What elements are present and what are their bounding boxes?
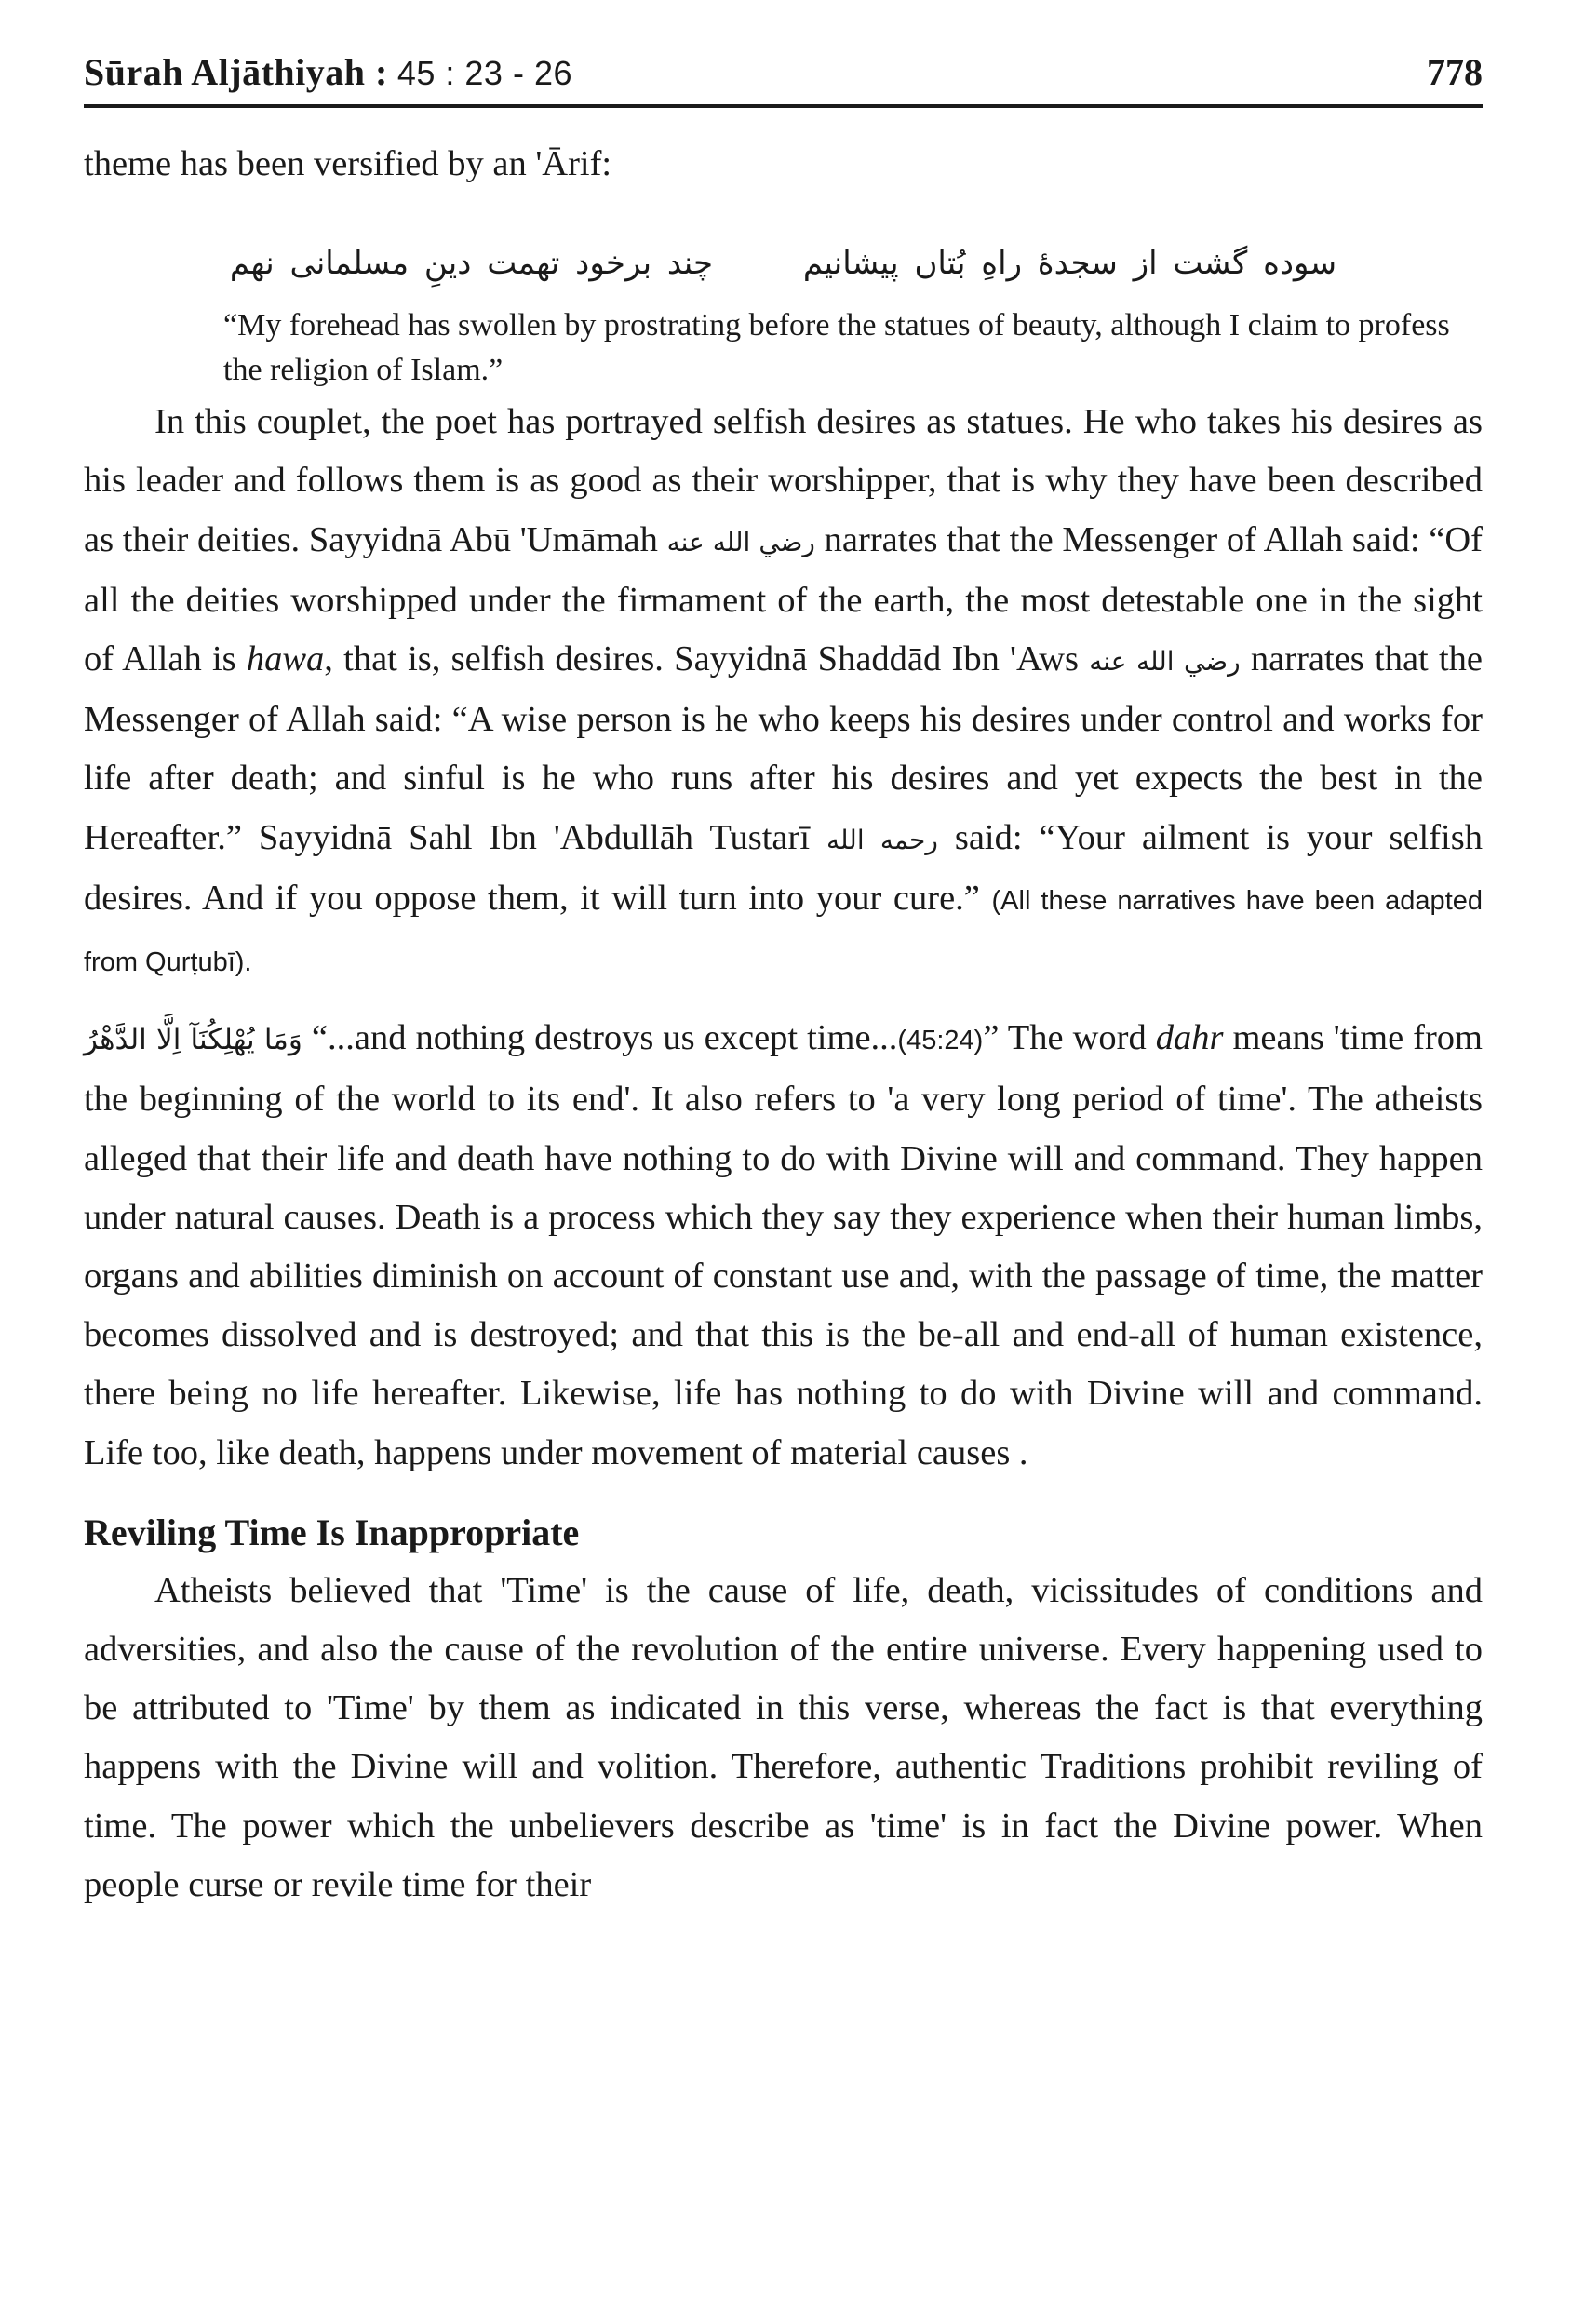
source-citation: (All these narratives have been adapted from Qurṭubī). xyxy=(84,885,1484,978)
text-run: narrates that the Messenger of Allah said: “Of all the deities worshipped under the firmament of the earth, the most detestable one in the sight of Allah is xyxy=(84,519,1483,679)
arabic-verse: وَمَا يُهْلِكُنَآ اِلَّا الدَّهْرُ xyxy=(84,1023,302,1057)
surah-name: Sūrah Aljāthiyah : xyxy=(84,51,388,93)
couplet-second-half: چند برخود تهمت دینِ مسلمانی نهم xyxy=(229,245,714,283)
text-run: “...and nothing destroys us except time... xyxy=(302,1018,898,1058)
intro-line: theme has been versified by an 'Ārif: xyxy=(84,144,612,183)
section-heading: Reviling Time Is Inappropriate xyxy=(84,1511,580,1553)
paragraph-gap xyxy=(84,992,1483,1009)
text-run: , that is, selfish desires. Sayyidnā Shaddād Ibn 'Aws xyxy=(324,639,1090,679)
verse-citation: (45:24) xyxy=(897,1026,984,1056)
header-title xyxy=(84,50,572,94)
term-dahr: dahr xyxy=(1155,1018,1224,1058)
paragraph-dahr xyxy=(84,1009,1483,1483)
honorific-glyph: رضي الله عنه xyxy=(666,526,815,557)
paragraph-couplet-explanation xyxy=(84,393,1483,992)
text-run: In this couplet, the poet has portrayed selfish desires as statues. He who takes his desires as his leader and follows them is as good as their worshipper, that is why they have been described as their deities. Sayyidnā Abū 'Umāmah xyxy=(84,402,1483,559)
honorific-glyph: رحمه الله xyxy=(826,824,938,855)
page-number: 778 xyxy=(1427,51,1483,93)
term-hawa: hawa xyxy=(246,639,325,679)
text-run: narrates that the Messenger of Allah said: “A wise person is he who keeps his desires under control and works for life after death; and sinful is he who runs after his desires and yet expects the best in the Hereafter.” Sayyidnā Sahl Ibn 'Abdullāh Tustarī xyxy=(84,639,1483,857)
honorific-glyph: رضي الله عنه xyxy=(1089,646,1241,678)
running-header xyxy=(84,37,1483,108)
couplet-first-half: سوده گشت از سجدهٔ راهِ بُتاں پیشانیم xyxy=(802,245,1337,283)
text-run: ” The word xyxy=(983,1018,1156,1058)
section-paragraph: Atheists believed that 'Time' is the cause of life, death, vicissitudes of conditions and adversities, and also the cause of the revolution of the entire universe. Every happening used to be attributed to 'Time' by them as indicated in this verse, whereas the fact is that everything happens with the Divine will and volition. Therefore, authentic Traditions prohibit reviling of time. The power which the unbelievers describe as 'time' is in fact the Divine power. When people curse or revile time for their xyxy=(84,1570,1483,1904)
couplet-translation: “My forehead has swollen by prostrating before the statues of beauty, although I claim to profess the religion of Islam.” xyxy=(223,308,1450,388)
text-run: said: “Your ailment is your selfish desires. And if you oppose them, it will turn into your cure.” xyxy=(84,817,1483,918)
page-body xyxy=(84,135,1483,1914)
persian-couplet xyxy=(84,231,1483,296)
verse-reference: 45 : 23 - 26 xyxy=(396,54,572,92)
text-run: means 'time from the beginning of the world to its end'. It also refers to 'a very long period of time'. The atheists alleged that their life and death have nothing to do with Divine will and command. They happen under natural causes. Death is a process which they say they experience when their human limbs, organs and abilities diminish on account of constant use and, with the passage of time, the matter becomes dissolved and is destroyed; and that this is the be-all and end-all of human existence, there being no life hereafter. Likewise, life has nothing to do with Divine will and command. Life too, like death, happens under movement of material causes . xyxy=(84,1018,1484,1472)
